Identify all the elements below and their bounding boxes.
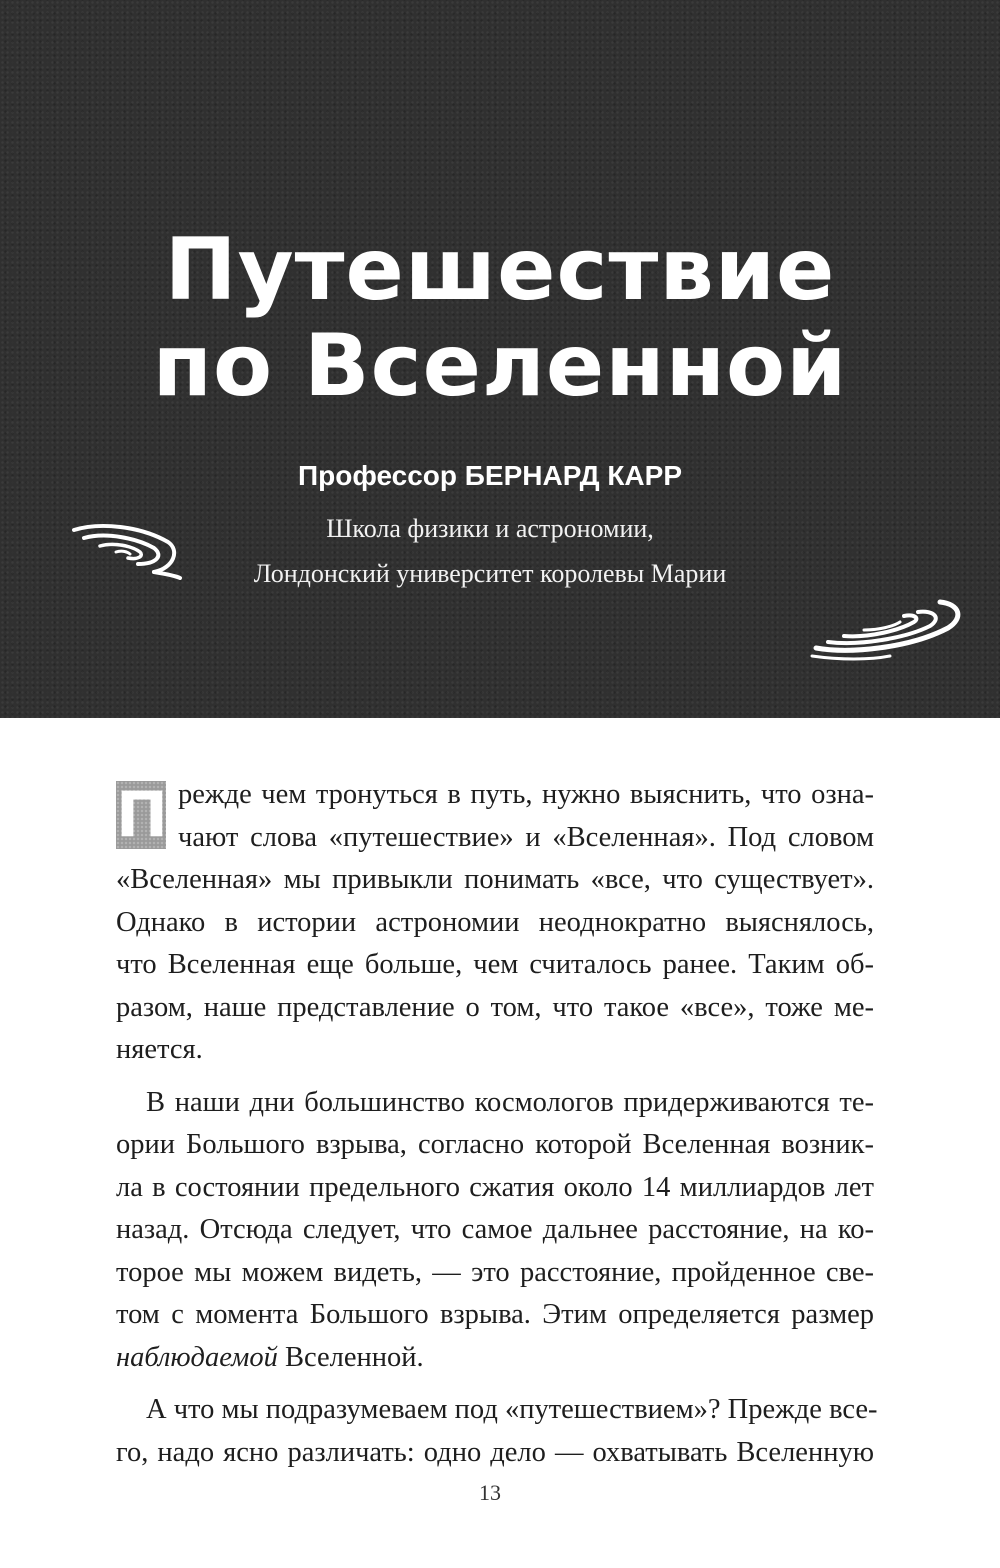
text-line: разом, наше представление о том, что такое «все», тоже ме- [116,991,874,1023]
page-number: 13 [479,1480,501,1505]
chapter-title [0,222,1000,414]
text-line: ла в состоянии предельного сжатия около 14 миллиардов лет [116,1171,874,1203]
text-fragment: Вселенной. [277,1341,424,1373]
text-line: го, надо ясно различать: одно дело — охватывать Вселенную [116,1436,874,1468]
text-line: назад. Отсюда следует, что самое дальнее расстояние, на ко- [116,1214,874,1245]
affiliation-line-2: Лондонский университет королевы Марии [253,559,727,588]
text-line: няется. [116,1034,203,1065]
paragraph-gap [116,1379,874,1389]
text-line: «Вселенная» мы привыкли понимать «все, что существует». [116,864,874,895]
chapter-title-line-2: по Вселенной [152,316,848,416]
spiral-galaxy-icon [70,518,182,580]
body-text [116,774,878,1474]
author-name: Профессор БЕРНАРД КАРР [297,460,682,491]
text-line [116,1337,874,1380]
italic-term: наблюдаемой [116,1341,278,1373]
drop-cap-letter: П [116,778,168,851]
text-line: В наши дни большинство космологов придерживаются те- [146,1086,874,1118]
text-line: что Вселенная еще больше, чем считалось ранее. Таким об- [116,949,874,980]
chapter-title-line-1: Путешествие [164,220,836,320]
chapter-header-banner [0,0,1000,718]
text-line: Однако в истории астрономии неоднократно выяснялось, [116,906,874,938]
text-line: торое мы можем видеть, — это расстояние, пройденное све- [116,1256,874,1288]
text-line: режде чем тронуться в путь, нужно выяснить, что озна- [178,779,874,810]
text-line: том с момента Большого взрыва. Этим определяется размер [116,1299,874,1330]
text-line: А что мы подразумеваем под «путешествием»? Прежде все- [146,1394,878,1425]
text-line: чают слова «путешествие» и «Вселенная». Под словом [178,821,874,853]
text-line: ории Большого взрыва, согласно которой Вселенная возник- [116,1129,874,1160]
spiral-galaxy-icon [810,598,970,662]
affiliation-line-1: Школа физики и астрономии, [326,514,654,543]
paragraph-gap [116,1072,874,1082]
